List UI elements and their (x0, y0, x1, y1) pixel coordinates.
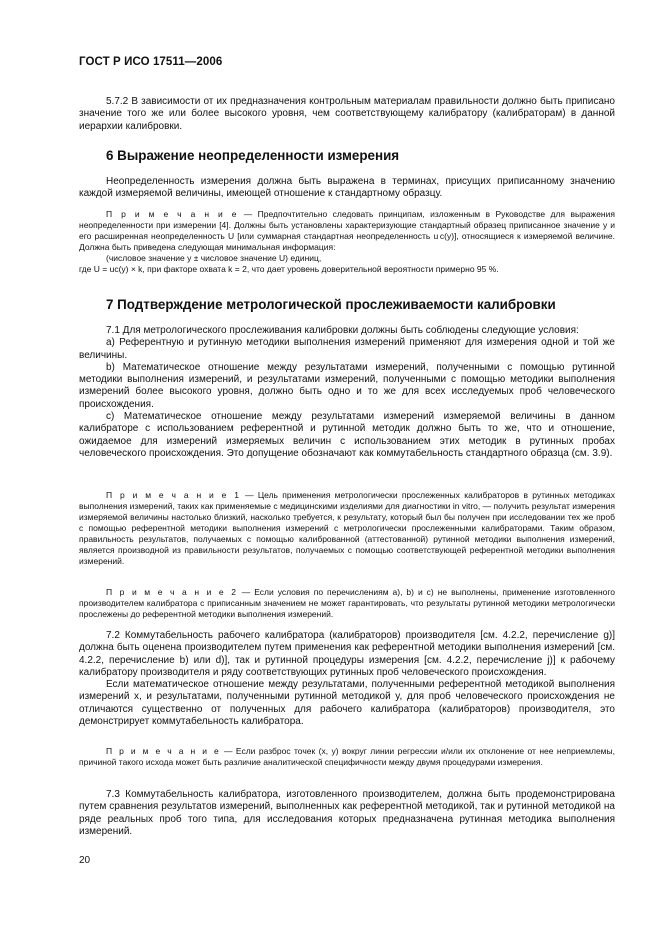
condition-c: c) Математическое отношение между результатами измерений измеряемой величины в данном калибраторе с использованием референтной и рутинной методик должно быть то же, что и отношение, ожидаемое для измерений измеряемых величин с использованием этих методик в рутинных пробах человеческого происхождения. Это допущение обозначают как коммутабельность стандартного образца (см. 3.9). (79, 411, 615, 459)
condition-b: b) Математическое отношение между результатами измерений, полученными с помощью рутинной методики выполнения измерений, и результатами измерений, полученными с помощью методики выполнения измерений более высокого уровня, должно быть одно и то же для всех исследуемых проб человеческого происхождения. (79, 361, 615, 410)
standard-header: ГОСТ Р ИСО 17511—2006 (79, 56, 223, 68)
note-text: — Предпочтительно следовать принципам, изложенным в Руководстве для выражения неопределенности при измерении [4]. Должны быть установлены характеризующие стандартный образец приписанное значение y и его расширенная неопределенность U [или суммарная стандартная неопределенность u c(y)], относящиеся к измеряемой величине. Должна быть приведена следующая минимальная информация: (79, 209, 615, 252)
page-number: 20 (79, 855, 91, 866)
section-7-note-3 (79, 746, 615, 768)
clause-7-3 (79, 789, 615, 838)
clause-5-7-2 (79, 96, 615, 133)
paragraph-7-2-b: Если математическое отношение между результатами, полученными референтной методикой выполнения измерений x, и результатами, полученными рутинной методикой y, для проб человеческого происхождения не отличаются существенно от полученных для рабочего калибратора (калибраторов) производителя, это демонстрирует коммутабельность калибратора. (79, 679, 615, 728)
note-1-text: — Цель применения метрологически прослеженных калибраторов в рутинных методиках выполнения измерений, таких как применяемые с медицинскими изделиями для диагностики in vitro, — получить результат измерения измеряемой величины настолько близкий, насколько требуется, к результату, который был бы получен при исследовании тех же проб с помощью референтной методики выполнения измерений с метрологически прослеженными калибраторами. Таким образом, правильность результатов, получаемых с помощью калиброванной (аттестованной) рутинной методики выполнения измерений, является производной из правильности результатов, получаемых с помощью соответствующей референтной методики выполнения измерений. (79, 490, 615, 566)
note-3-text: — Если разброс точек (x, y) вокруг линии регрессии и/или их отклонение от нее неприемлемы, причиной такого исхода может быть различие аналитической специфичности между двумя процедурами измерения. (79, 746, 616, 767)
condition-a: a) Референтную и рутинную методики выполнения измерений применяют для измерения одной и той же величины. (79, 337, 615, 361)
note-label: П р и м е ч а н и е (106, 209, 239, 219)
note-2 (79, 587, 615, 620)
paragraph-7-3: 7.3 Коммутабельность калибратора, изготовленного производителем, должна быть продемонстрирована путем сравнения результатов измерений, выполненных как референтной методикой, так и рутинной методикой на ряде реальных проб того типа, для исследования которых предназначена рутинная методика выполнения измерений. (79, 789, 615, 837)
note-3 (79, 746, 615, 768)
section-6-paragraph: Неопределенность измерения должна быть выражена в терминах, присущих приписанному значению каждой измеряемой величины, имеющей отношение к стандартному образцу. (79, 176, 615, 200)
section-7-body (79, 325, 615, 460)
note-1-label: П р и м е ч а н и е 1 (106, 490, 241, 500)
section-6-note (79, 209, 615, 275)
note-3-label: П р и м е ч а н и е (106, 746, 221, 756)
section-6-body (79, 176, 615, 201)
formula-line: (числовое значение y ± числовое значение U) единиц, (106, 253, 322, 263)
paragraph-7-2: 7.2 Коммутабельность рабочего калибратора (калибраторов) производителя [см. 4.2.2, перечисление g)] должна быть оценена производителем путем применения как референтной методики выполнения измерений [см. 4.2.2, перечисление b) или d)], так и рутинной процедуры измерения [см. 4.2.2, перечисление j)] к рабочему калибратору производителя и ряду соответствующих рутинных проб человеческого происхождения. (79, 630, 615, 678)
note-1 (79, 490, 615, 567)
paragraph-5-7-2: 5.7.2 В зависимости от их предназначения контрольным материалам правильности должно быть приписано значение того же или более высокого уровня, чем соответствующему калибратору (калибраторам) в данной иерархии калибровки. (79, 96, 615, 132)
clause-7-2 (79, 630, 615, 728)
section-7-note-1 (79, 490, 615, 567)
section-7-note-2 (79, 587, 615, 620)
note-2-text: — Если условия по перечислениям a), b) и c) не выполнены, применение изготовленного производителем калибратора с приписанным значением не может гарантировать, что результаты рутинной методики метрологически прослежены до референтной методики выполнения измерений. (79, 587, 616, 619)
section-7-heading-block (79, 297, 615, 313)
paragraph-7-1: 7.1 Для метрологического прослеживания калибровки должны быть соблюдены следующие условия: (106, 325, 579, 336)
section-7-heading: 7 Подтверждение метрологической прослеживаемости калибровки (106, 297, 556, 312)
where-line: где U = uc(y) × k, при факторе охвата k = 2, что дает уровень доверительной вероятности примерно 95 %. (79, 264, 499, 274)
section-6-heading-block (79, 148, 615, 164)
section-6-heading: 6 Выражение неопределенности измерения (106, 148, 400, 163)
note-section-6 (79, 209, 615, 253)
note-2-label: П р и м е ч а н и е 2 (106, 587, 238, 597)
